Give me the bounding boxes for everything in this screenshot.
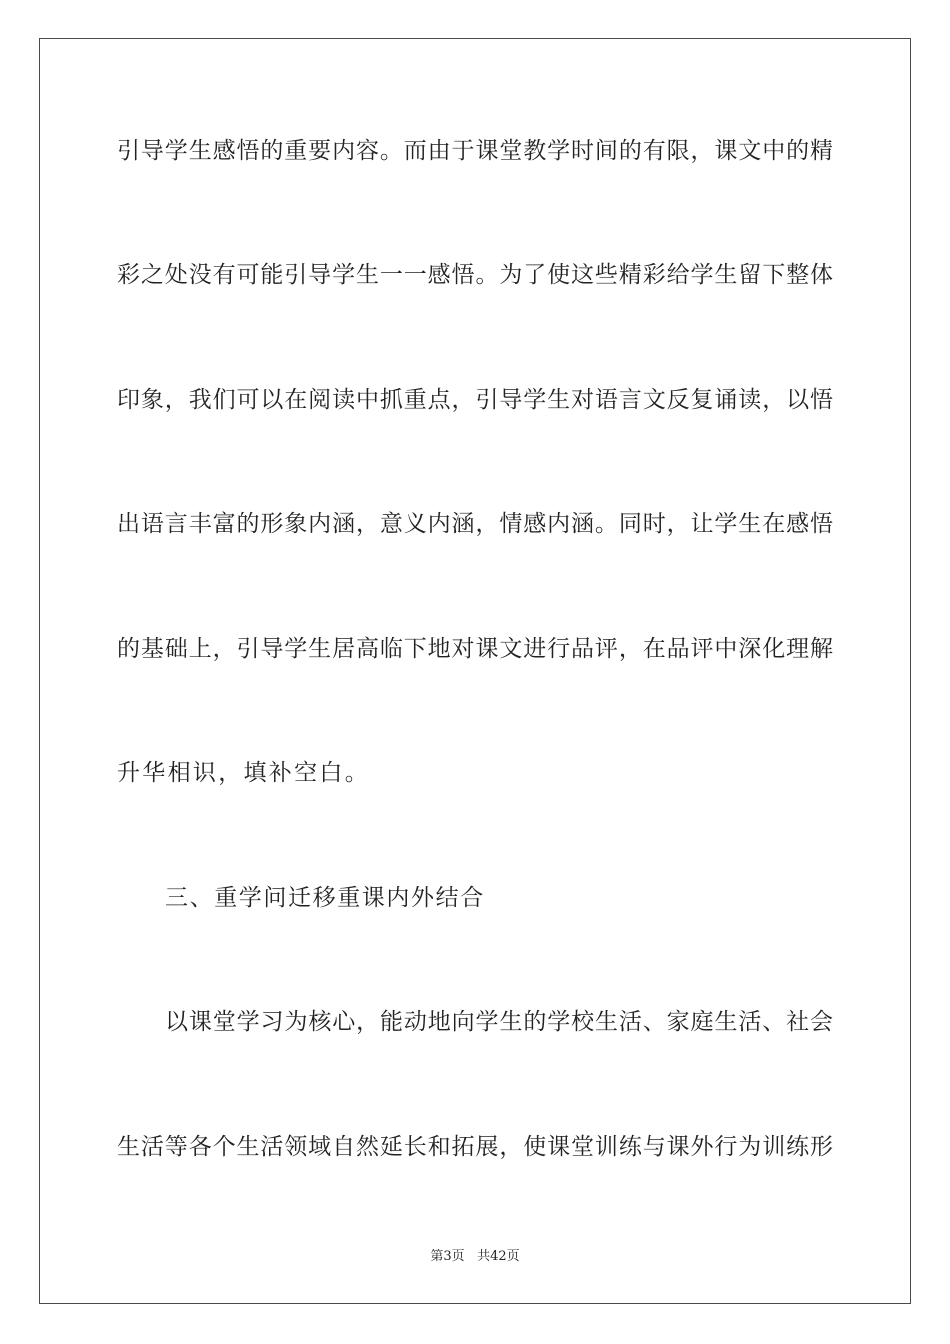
text-line-7: 以课堂学习为核心，能动地向学生的学校生活、家庭生活、社会 <box>165 1009 833 1035</box>
text-line-2: 彩之处没有可能引导学生一一感悟。为了使这些精彩给学生留下整体 <box>117 262 833 288</box>
section-heading: 三、重学问迁移重课内外结合 <box>165 885 485 911</box>
page-number: 第3页 <box>430 1249 465 1264</box>
page-border <box>39 38 911 1304</box>
text-line-1: 引导学生感悟的重要内容。而由于课堂教学时间的有限，课文中的精 <box>117 138 833 164</box>
text-line-8: 生活等各个生活领域自然延长和拓展，使课堂训练与课外行为训练形 <box>117 1134 833 1160</box>
text-line-6: 升华相识，填补空白。 <box>117 760 370 786</box>
page-total: 共42页 <box>477 1249 520 1264</box>
page-footer <box>0 1248 950 1266</box>
text-line-4: 出语言丰富的形象内涵，意义内涵，情感内涵。同时，让学生在感悟 <box>117 511 833 537</box>
text-line-5: 的基础上，引导学生居高临下地对课文进行品评，在品评中深化理解 <box>117 636 833 662</box>
text-line-3: 印象，我们可以在阅读中抓重点，引导学生对语言文反复诵读，以悟 <box>117 387 833 413</box>
